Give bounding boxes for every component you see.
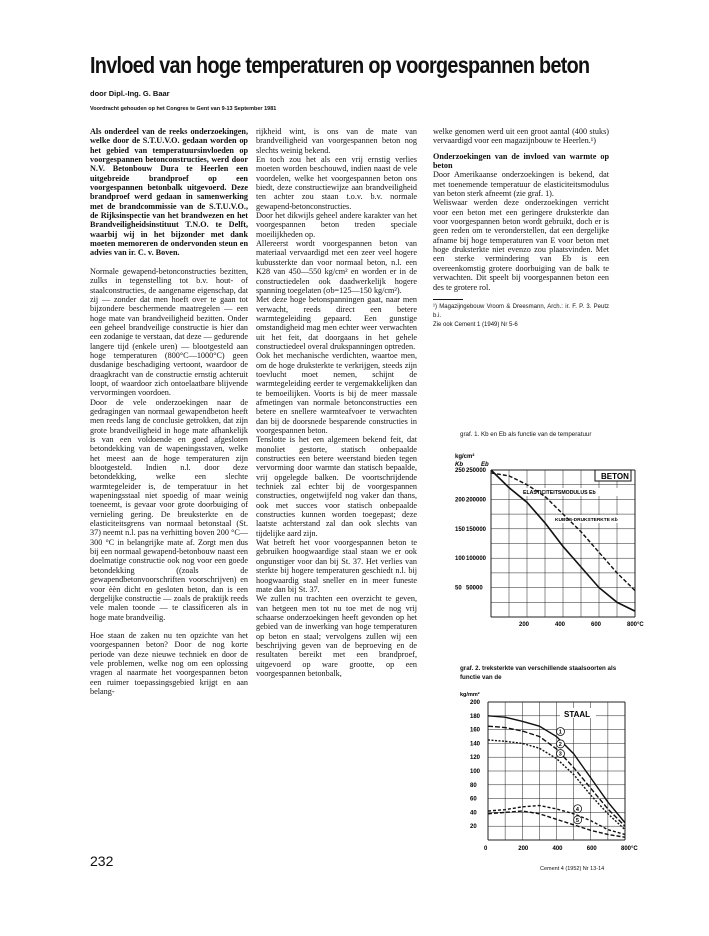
footnote: Zie ook Cement 1 (1949) Nr 5-6 <box>433 321 518 328</box>
y-tick-label-secondary: 150000 <box>466 526 487 533</box>
y-tick-label: 160 <box>470 727 481 734</box>
y-tick-label: 200 <box>455 497 466 504</box>
figure-1-chart <box>447 452 642 632</box>
x-tick-label: 800°C <box>627 622 644 628</box>
paragraph: Tenslotte is het een algemeen bekend feit, dat monoliet gestorte, statisch onbepaalde constructies een betere weerstand bieden tegen vervorming door warmte dan statisch bepaalde, vrij opgelegde balken. De voortschrijdende techniek zal echter bij de voorgespannen constructies, ongetwijfeld nog vaker dan thans, ook met succes voor statisch onbepaalde constructies kunnen worden toegepast; deze laatste achterstand zal dan ook slechts van tijdelijke aard zijn. <box>256 435 417 538</box>
y-tick-label: 60 <box>470 796 477 803</box>
y-tick-label-secondary: 200000 <box>466 497 487 504</box>
journal-reference: Cement 4 (1952) Nr 13-14 <box>540 866 605 872</box>
y-unit-label: kg/mm² <box>460 692 480 698</box>
y-tick-label: 80 <box>470 782 477 789</box>
paragraph: Hoe staan de zaken nu ten opzichte van het voorgespannen beton? Door de nog korte periode van deze nieuwe techniek en door de vele problemen, welke nog om een oplossing vragen al naarmate het voorgespannen beton een ruimer toepassingsgebied krijgt en aan belang- <box>90 630 248 696</box>
y-unit-label: kg/cm² <box>455 454 475 460</box>
kb-axis-header: Kb <box>455 462 463 468</box>
paragraph: Met deze hoge betonspanningen gaat, naar men verwacht, reeds direct een betere warmtegeleiding gepaard. Een gunstige omstandigheid mag men echter weer verwachten uit het feit, dat doorgaans in het gehele constructiedeel overal drukspanningen optreden. <box>256 295 417 351</box>
paragraph: Door de vele onderzoekingen naar de gedragingen van normaal gewapendbeton heeft men reeds lang de conclusie getrokken, dat zijn grote brandveiligheid in hoge mate afhankelijk is van een voldoende en goed afgesloten betondekking van de wapeningsstaven, welke het meest aan de hoge temperaturen zijn blootgesteld. Indien n.l. door deze betondekking, welke een slechte warmtegeleider is, de temperatuur in het wapeningsstaal niet spoedig of maar weinig toeneemt, is gevaar voor grote doorbuiging of vernieling gering. De breuksterkte en de elasticiteitsgrens van normaal betonstaal (St. 37) neemt n.l. pas na verhitting boven 200 °C—300 °C in belangrijke mate af. Zorgt men dus bij een normaal gewapend-betonbouw naast een doelmatige constructie ook nog voor een goede betondekking ((zoals de gewapendbetonvoorschriften voorschrijven) en voor èèn dicht en gesloten beton, dan is een dergelijke constructie — zoals de praktijk reeds vele malen toonde — te classificeren als in hoge mate brandveilig. <box>90 397 248 622</box>
series-label: 4 <box>575 806 579 813</box>
x-tick-label: 400 <box>555 622 566 628</box>
section-heading: Onderzoekingen van de invloed van warmte op beton <box>433 151 609 171</box>
x-tick-label: 200 <box>519 622 530 628</box>
x-tick-label: 600 <box>586 846 597 852</box>
y-tick-label-secondary: 50000 <box>466 585 483 592</box>
paragraph: Weliswaar werden deze onderzoekingen verricht voor een beton met een geringere druksterkte dan voor voorgespannen beton wordt gebruikt, doch er is geen reden om te veronderstellen, dat een dergelijke afname bij hoge temperaturen van E voor beton met hoge druksterkte niet evenzo zou plaatsvinden. Met een sterke vermindering van Eb is een overeenkomstig grotere doorbuiging van de balk te verwachten. Dit speelt bij voorgespannen beton een des te grotere rol. <box>433 198 609 292</box>
x-tick-label: 600 <box>591 622 602 628</box>
paragraph: Door Amerikaanse onderzoekingen is bekend, dat met toenemende temperatuur de elasticiteitsmodulus van beton sterk afneemt (zie graf. 1). <box>433 170 609 199</box>
paragraph: We zullen nu trachten een overzicht te geven, van hetgeen men tot nu toe met de nog vrij schaarse onderzoekingen heeft gevonden op het gebied van de inwerking van hoge temperaturen op beton en staal; vervolgens zullen wij een beschrijving geven van de beproeving en de resultaten bereikt met een brandproef, uitgevoerd op ware grootte, op een voorgespannen betonbalk, <box>256 594 417 678</box>
series-label: 3 <box>558 751 562 758</box>
paragraph: En toch zou het als een vrij ernstig verlies moeten worden beschouwd, indien naast de vele voordelen, welke het voorgespannen beton ons biedt, deze constructiewijze aan brandveiligheid ten achter zou staan t.o.v. b.v. normale gewapend-betonconstructies. <box>256 155 417 211</box>
paragraph: rijkheid wint, is ons van de mate van brandveiligheid van voorgespannen beton nog slechts weinig bekend. <box>256 127 417 155</box>
x-tick-label: 800°C <box>621 846 638 852</box>
eb-axis-header: Eb <box>481 462 489 468</box>
page-number: 232 <box>90 853 114 869</box>
article-title: Invloed van hoge temperaturen op voorgespannen beton <box>90 52 590 78</box>
x-tick-label: 0 <box>484 846 488 852</box>
y-tick-label: 40 <box>470 810 477 817</box>
y-tick-label: 20 <box>470 824 477 831</box>
y-tick-label: 50 <box>455 585 462 592</box>
y-tick-label: 200 <box>470 700 481 706</box>
y-tick-label: 100 <box>455 556 466 563</box>
chart-title: STAAL <box>564 710 591 719</box>
author-line: door Dipl.-Ing. G. Baar <box>90 89 170 98</box>
paragraph: Door het dikwijls geheel andere karakter van het voorgespannen beton treden speciale moeilijkheden op. <box>256 211 417 239</box>
y-tick-label: 250 <box>455 468 466 474</box>
paragraph: Wat betreft het voor voorgespannen beton te gebruiken hoogwaardige staal staan we er ook ongunstiger voor dan bij St. 37. Het verlies van sterkte bij hogere temperaturen geschiedt n.l. bij hoogwaardig staal sneller en in meer funeste mate dan bij St. 37. <box>256 538 417 594</box>
y-tick-label-secondary: 100000 <box>466 556 487 563</box>
y-tick-label: 150 <box>455 526 466 533</box>
figure-2-chart <box>460 690 640 860</box>
lead-paragraph: Als onderdeel van de reeks onderzoekingen, welke door de S.T.U.V.O. gedaan worden op het gebied van temperatuursinvloeden op voorgespannen betonconstructies, werd door N.V. Betonbouw Dura te Heerlen een uitgebreide brandproef op een voorgespannen betonbalk uitgevoerd. Deze brandproef werd gedaan in samenwerking met de brandcommissie van de S.T.U.V.O., de Rijksinspectie van het brandwezen en het Brandveiligheidsinstituut T.N.O. te Delft, waarbij wij in het bijzonder met dank moeten memoreren de ondervonden steun en advies van ir. C. v. Boven. <box>90 127 248 258</box>
y-tick-label: 100 <box>470 769 481 775</box>
paragraph: Normale gewapend-betonconstructies bezitten, zulks in tegenstelling tot b.v. hout- of staalconstructies, de aangename eigenschap, dat zij — zonder dat men hoeft over te gaan tot bijzondere beschermende maatregelen — een hoge mate van brandveiligheid bezitten. Onder een geheel brandveilige constructie is hier dan een zodanige te verstaan, dat deze — gedurende langere tijd (enkele uren) — blootgesteld aan hoge temperaturen (800°C—1000°C) geen dusdanige beschadiging vertoont, waardoor de draagkracht van de constructie ernstig achteruit loopt, of waardoor zich ontoelaatbare blijvende vervormingen voordoen. <box>90 266 248 398</box>
column-2 <box>256 127 417 678</box>
figure-1-caption: graf. 1. Kb en Eb als functie van de temperatuur <box>460 431 592 438</box>
figure-2-caption: graf. 2. treksterkte van verschillende staalsoorten als functie van de <box>460 665 617 681</box>
column-3 <box>433 127 609 330</box>
footnote: ¹) Magazijngebouw Vroom & Dreesmann, Arch.: ir. F. P. 3. Peutz b.i. <box>433 303 609 319</box>
y-tick-label: 120 <box>470 755 481 762</box>
y-tick-label: 140 <box>470 741 481 748</box>
legend-eb: ELASTICITEITSMODULUS Eb <box>523 490 596 496</box>
paragraph: Ook het mechanische verdichten, waartoe men, om de hoge druksterkte te verkrijgen, steeds zijn toevlucht moet nemen, schijnt de warmtegeleiding eerder te vergemakkelijken dan te bemoeilijken. Voorts is bij de meer massale afmetingen van normale betonconstructies een betere en snellere warmteafvoer te verwachten dan bij de doorsnede besparende constructies in voorgespannen beton. <box>256 351 417 435</box>
series-label: 1 <box>558 729 562 736</box>
x-tick-label: 200 <box>518 846 529 852</box>
x-tick-label: 400 <box>552 846 563 852</box>
series-label: 2 <box>558 741 562 748</box>
y-tick-label-secondary: 250000 <box>466 468 487 474</box>
legend-kb: KUBUS-DRUKSTERKTE Kb <box>555 518 618 523</box>
y-tick-label: 180 <box>470 713 481 720</box>
paragraph: welke genomen werd uit een groot aantal (400 stuks) vervaardigd voor een magazijnbouw te Heerlen.¹) <box>433 127 609 146</box>
chart-title: BETON <box>601 472 629 481</box>
footnote-divider <box>433 299 463 300</box>
series-label: 5 <box>575 817 579 824</box>
lecture-note: Voordracht gehouden op het Congres te Gent van 9-13 September 1981 <box>90 106 277 112</box>
column-1 <box>90 127 248 696</box>
paragraph: Allereerst wordt voorgespannen beton van materiaal vervaardigd met een zeer veel hogere kubussterkte dan voor normaal beton, n.l. een K28 van 450—550 kg/cm² en worden er in de constructiedelen ook daadwerkelijk hogere spanning toegelaten (σb=125—150 kg/cm²). <box>256 239 417 295</box>
